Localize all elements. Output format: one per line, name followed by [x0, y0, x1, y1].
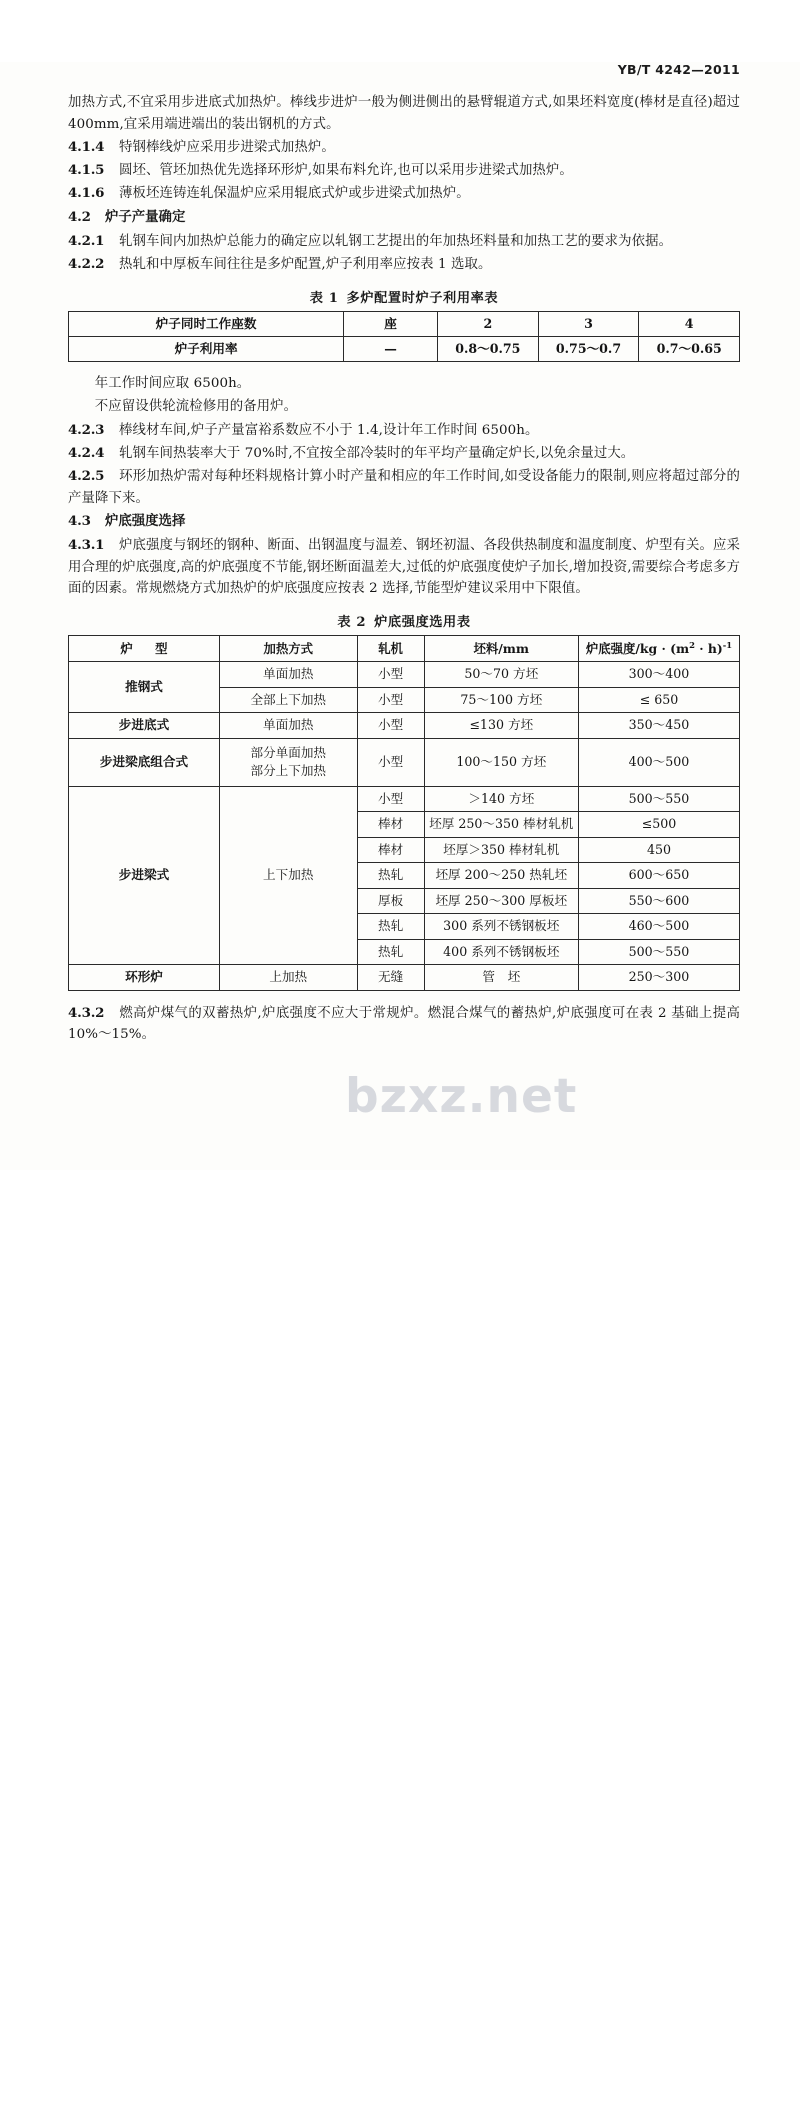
table-1-title: 多炉配置时炉子利用率表	[346, 290, 499, 306]
table-furnace-utilization	[68, 311, 740, 363]
cell-mill: 厚板	[357, 888, 424, 914]
cell-row-label: 炉子同时工作座数	[69, 311, 344, 336]
cell-heating-method: 单面加热	[219, 662, 357, 688]
cell-furnace-type: 步进梁式	[69, 786, 220, 965]
cell-intensity: 500～550	[578, 939, 739, 965]
cell-intensity: 550～600	[578, 888, 739, 914]
heating-line-2: 部分上下加热	[250, 763, 327, 779]
cell-intensity: ≤ 650	[578, 687, 739, 713]
table-row	[69, 662, 740, 688]
clause-text: 环形加热炉需对每种坯料规格计算小时产量和相应的年工作时间,如受设备能力的限制,则应将超过部分的产量降下来。	[68, 468, 740, 506]
clause-number: 4.2.5	[68, 467, 105, 484]
clause-text: 圆坯、管坯加热优先选择环形炉,如果布料允许,也可以采用步进梁式加热炉。	[119, 163, 573, 179]
cell-intensity: 450	[578, 837, 739, 863]
cell-mill: 无缝	[357, 965, 424, 991]
clause-number: 4.3.1	[68, 537, 105, 554]
clause-4-1-5	[68, 160, 740, 182]
table-2-title: 炉底强度选用表	[374, 615, 471, 631]
table-2-caption	[68, 611, 740, 630]
cell-value: 2	[438, 311, 539, 336]
heating-line-1: 部分单面加热	[250, 745, 327, 761]
section-title: 炉子产量确定	[105, 209, 186, 226]
clause-4-2-4	[68, 443, 740, 465]
cell-billet: ＞140 方坯	[424, 786, 578, 812]
cell-value: 0.75～0.7	[538, 336, 639, 361]
clause-number: 4.2.3	[68, 421, 105, 438]
cell-intensity: 250～300	[578, 965, 739, 991]
cell-unit: —	[344, 336, 438, 361]
page-number	[0, 2112, 738, 2127]
clause-text: 棒线材车间,炉子产量富裕系数应不小于 1.4,设计年工作时间 6500h。	[119, 422, 539, 438]
cell-billet: 400 系列不锈钢板坯	[424, 939, 578, 965]
body-text-block-2	[68, 373, 740, 600]
clause-text: 燃高炉煤气的双蓄热炉,炉底强度不应大于常规炉。燃混合煤气的蓄热炉,炉底强度可在表 2 基础上提高 10%～15%。	[68, 1005, 740, 1043]
cell-heating-method: 全部上下加热	[219, 687, 357, 713]
clause-text: 轧钢车间内加热炉总能力的确定应以轧钢工艺提出的年加热坯料量和加热工艺的要求为依据。	[119, 233, 673, 249]
clause-4-1-6	[68, 183, 740, 205]
cell-furnace-type: 步进梁底组合式	[69, 738, 220, 786]
table-header-row	[69, 636, 740, 662]
cell-furnace-type: 推钢式	[69, 662, 220, 713]
cell-billet: 管 坯	[424, 965, 578, 991]
clause-4-3-2	[68, 1003, 740, 1046]
cell-mill: 热轧	[357, 914, 424, 940]
cell-value: 0.8～0.75	[438, 336, 539, 361]
cell-mill: 棒材	[357, 837, 424, 863]
cell-intensity: 300～400	[578, 662, 739, 688]
table-hearth-intensity	[68, 635, 740, 991]
clause-text: 轧钢车间热装率大于 70%时,不宜按全部冷装时的年平均产量确定炉长,以免余量过大。	[119, 445, 635, 461]
body-text-block-3	[68, 1003, 740, 1046]
cell-mill: 小型	[357, 662, 424, 688]
cell-billet: 100～150 方坯	[424, 738, 578, 786]
cell-intensity: 500～550	[578, 786, 739, 812]
clause-number: 4.2.1	[68, 232, 105, 249]
cell-mill: 热轧	[357, 863, 424, 889]
clause-number: 4.2.4	[68, 444, 105, 461]
cell-unit: 座	[344, 311, 438, 336]
table-row	[69, 786, 740, 812]
cell-billet: 坯厚＞350 棒材轧机	[424, 837, 578, 863]
cell-furnace-type: 环形炉	[69, 965, 220, 991]
section-heading-4-2	[68, 207, 740, 229]
cell-intensity: 460～500	[578, 914, 739, 940]
cell-value: 4	[639, 311, 740, 336]
clause-4-3-1	[68, 535, 740, 600]
table-row	[69, 713, 740, 739]
clause-text: 炉底强度与钢坯的钢种、断面、出钢温度与温差、钢坯初温、各段供热制度和温度制度、炉型有关。应采用合理的炉底强度,高的炉底强度不节能,钢坯断面温差大,过低的炉底强度使炉子加长,增加投资,需要综合考虑多方面的因素。常规燃烧方式加热炉的炉底强度应按表 2 选择,节能型炉建议采用中下限值。	[68, 538, 740, 597]
cell-billet: ≤130 方坯	[424, 713, 578, 739]
cell-billet: 坯厚 200～250 热轧坯	[424, 863, 578, 889]
cell-mill: 棒材	[357, 812, 424, 838]
clause-4-2-5	[68, 466, 740, 509]
cell-mill: 小型	[357, 687, 424, 713]
cell-intensity: 350～450	[578, 713, 739, 739]
clause-number: 4.1.4	[68, 138, 105, 155]
table-2-number: 表 2	[337, 615, 367, 631]
clause-4-2-2	[68, 254, 740, 276]
cell-heating-method	[219, 738, 357, 786]
section-number: 4.3	[68, 513, 91, 530]
clause-text: 特钢棒线炉应采用步进梁式加热炉。	[119, 139, 335, 155]
cell-value: 3	[538, 311, 639, 336]
cell-billet: 300 系列不锈钢板坯	[424, 914, 578, 940]
cell-intensity: 600～650	[578, 863, 739, 889]
cell-billet: 50～70 方坯	[424, 662, 578, 688]
table-row	[69, 965, 740, 991]
cell-billet: 坯厚 250～350 棒材轧机	[424, 812, 578, 838]
table-row	[69, 311, 740, 336]
clause-number: 4.2.2	[68, 255, 105, 272]
document-header: YB/T 4242—2011	[617, 62, 740, 77]
paragraph-continued: 加热方式,不宜采用步进底式加热炉。棒线步进炉一般为侧进侧出的悬臂辊道方式,如果坯料宽度(棒材是直径)超过 400mm,宜采用端进端出的装出钢机的方式。	[68, 95, 740, 132]
clause-4-2-1	[68, 231, 740, 253]
cell-intensity: ≤500	[578, 812, 739, 838]
cell-intensity: 400～500	[578, 738, 739, 786]
note-annual-working-hours: 年工作时间应取 6500h。	[94, 376, 251, 392]
table-row	[69, 738, 740, 786]
table-1-caption	[68, 287, 740, 306]
section-number: 4.2	[68, 209, 91, 226]
cell-value: 0.7～0.65	[639, 336, 740, 361]
table-1-number: 表 1	[309, 290, 339, 306]
clause-number: 4.3.2	[68, 1004, 105, 1021]
column-header-heating-method: 加热方式	[219, 636, 357, 662]
column-header-furnace-type: 炉 型	[69, 636, 220, 662]
body-text-block	[68, 92, 740, 276]
clause-number: 4.1.6	[68, 185, 105, 202]
cell-billet: 坯厚 250～300 厚板坯	[424, 888, 578, 914]
cell-mill: 小型	[357, 786, 424, 812]
cell-heating-method: 单面加热	[219, 713, 357, 739]
column-header-hearth-intensity: 炉底强度$/kg \cdot (m^2 \cdot h)^{-1}$	[578, 636, 739, 662]
column-header-billet: 坯料/mm	[424, 636, 578, 662]
cell-heating-method: 上加热	[219, 965, 357, 991]
watermark: bzxz.net	[345, 1069, 578, 1124]
page-content	[68, 62, 740, 1046]
section-heading-4-3	[68, 511, 740, 533]
cell-row-label: 炉子利用率	[69, 336, 344, 361]
cell-mill: 小型	[357, 738, 424, 786]
table-row	[69, 336, 740, 361]
cell-mill: 热轧	[357, 939, 424, 965]
clause-text: 薄板坯连铸连轧保温炉应采用辊底式炉或步进梁式加热炉。	[119, 186, 470, 202]
clause-4-1-4	[68, 137, 740, 159]
clause-number: 4.1.5	[68, 162, 105, 179]
column-header-mill: 轧机	[357, 636, 424, 662]
cell-mill: 小型	[357, 713, 424, 739]
cell-billet: 75～100 方坯	[424, 687, 578, 713]
cell-furnace-type: 步进底式	[69, 713, 220, 739]
cell-heating-method: 上下加热	[219, 786, 357, 965]
note-standby-furnace: 不应留设供轮流检修用的备用炉。	[94, 399, 298, 415]
clause-text: 热轧和中厚板车间往往是多炉配置,炉子利用率应按表 1 选取。	[119, 256, 492, 272]
clause-4-2-3	[68, 420, 740, 442]
section-title: 炉底强度选择	[105, 513, 186, 530]
